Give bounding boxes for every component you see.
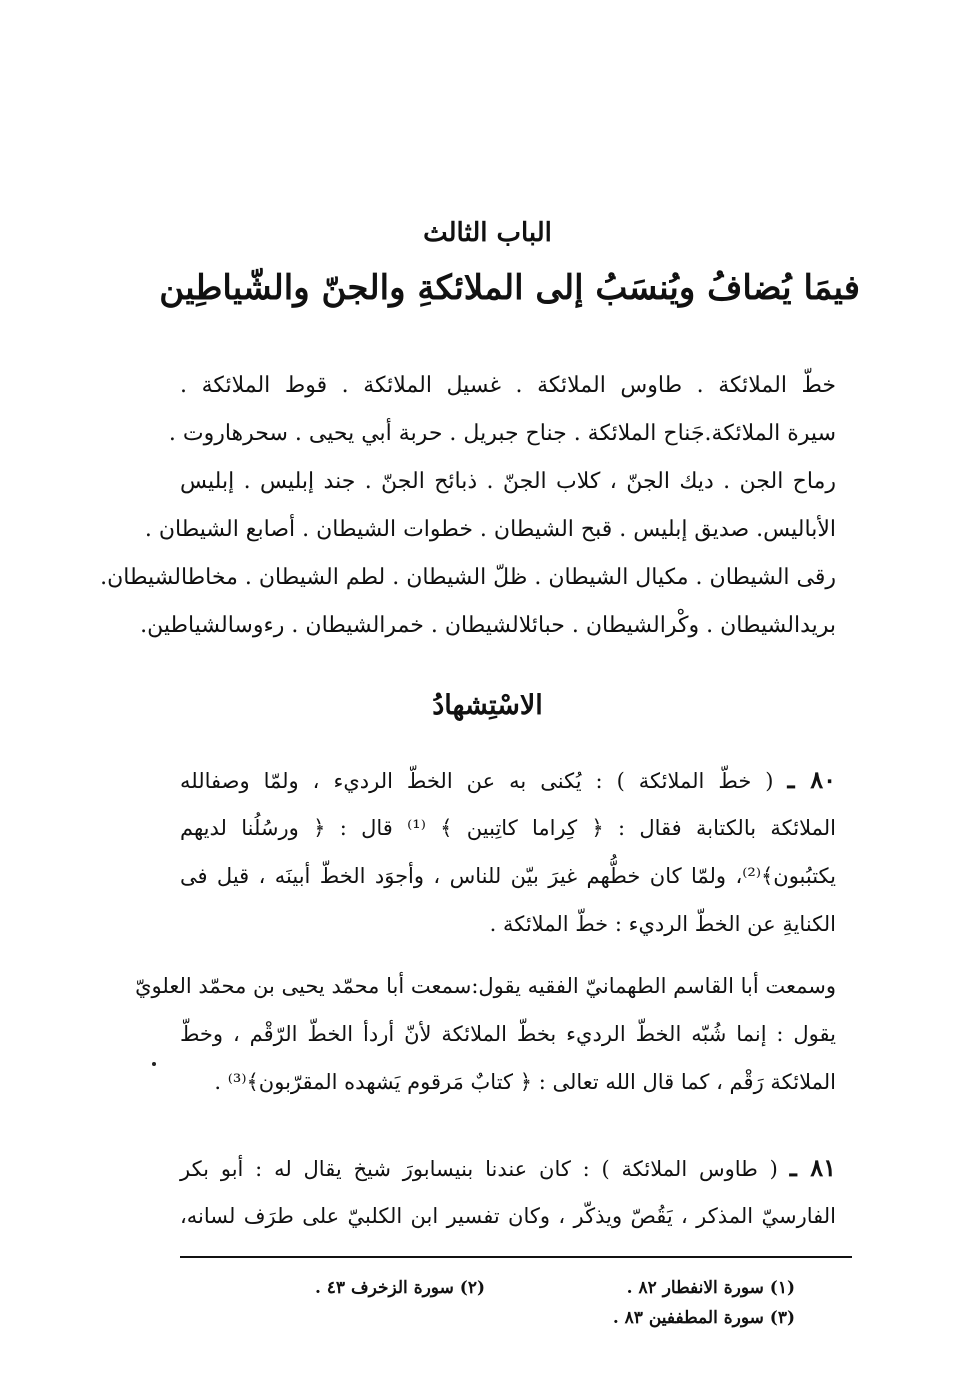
narration-line: الملائكة رَقْم ، كما قال الله تعالى : ﴿ كتابٌ مَرقوم يَشهده المقرّبون﴾⁽³⁾ . xyxy=(214,1070,836,1094)
topics-line: خطّ الملائكة . طاوس الملائكة . غسيل الملائكة . قوط الملائكة . xyxy=(180,373,836,398)
topics-line: بريدالشيطان . وكْرالشيطان . حبائلالشيطان . خمرالشيطان . رءوسالشياطين. xyxy=(140,613,836,638)
entry-80-line: يكتبُبون﴾⁽²⁾، ولمّا كان خطُّهم غيرَ بيّن للناس ، وأجوَد الخطّ أبينَه ، قيل فى xyxy=(180,864,836,888)
stray-ink-dot xyxy=(152,1062,156,1066)
entry-81 xyxy=(180,1144,836,1240)
entry-80 xyxy=(180,756,836,948)
entry-80-line: الكنايةِ عن الخطّ الرديء : خطّ الملائكة . xyxy=(489,912,836,936)
section-heading: الاسْتِشهادُ xyxy=(432,690,543,721)
topics-line: رقى الشيطان . مكيال الشيطان . ظلّ الشيطان . لطم الشيطان . مخاطالشيطان. xyxy=(100,565,836,590)
entry-number: ٨١ ـ xyxy=(789,1153,836,1182)
entry-80-text: ( خطّ الملائكة ) : يُكنى به عن الخطّ الرديء ، ولمّا وصفالله xyxy=(180,769,774,793)
topics-line: رماح الجن . ديك الجنّ ، كلاب الجنّ . ذبائح الجنّ . جند إبليس . إبليس xyxy=(180,469,836,494)
entry-80-line: الملائكة بالكتابة فقال : ﴿ كِراما كاتِبين ﴾ ⁽¹⁾ قال : ﴿ ورسُلُنا لديهم xyxy=(180,816,836,840)
entry-number: ٨٠ ـ xyxy=(787,765,836,794)
narration-paragraph xyxy=(135,962,836,1106)
narration-line: وسمعت أبا القاسم الطهمانيّ الفقيه يقول:سمعت أبا محمّد يحيى بن محمّد العلويّ xyxy=(135,974,836,998)
narration-line: يقول : إنما شُبّه الخطّ الرديء بخطّ الملائكة لأنّ أردأ الخطّ الرّقْم ، وخطّ xyxy=(180,1022,836,1046)
entry-81-line: الفارسيّ المذكر ، يَقُصّ ويذكّر ، وكان تفسير ابن الكلبيّ على طرَف لسانه، xyxy=(180,1204,836,1228)
footnote-1: (١) سورة الانفطار ٨٢ . xyxy=(626,1278,795,1298)
footnote-3: (٣) سورة المطففين ٨٣ . xyxy=(612,1308,795,1328)
topics-line: الأباليس. صديق إبليس . قبح الشيطان . خطوات الشيطان . أصابع الشيطان . xyxy=(144,517,836,542)
entry-80-line xyxy=(180,756,836,804)
chapter-label: الباب الثالث xyxy=(423,218,552,248)
topics-line: سيرة الملائكة.جَناح الملائكة . جناح جبريل . حربة أبي يحيى . سحرهاروت . xyxy=(168,421,836,446)
footnote-divider xyxy=(180,1256,852,1258)
chapter-title: فيمَا يُضافُ ويُنسَبُ إلى الملائكةِ والجنّ والشّياطِين xyxy=(159,268,860,308)
entry-81-line xyxy=(180,1144,836,1192)
topics-list xyxy=(100,362,836,650)
entry-81-text: ( طاوس الملائكة ) : كان عندنا بنيسابورَ شيخ يقال له : أبو بكر xyxy=(180,1157,778,1181)
footnote-2: (٢) سورة الزخرف ٤٣ . xyxy=(314,1278,485,1298)
